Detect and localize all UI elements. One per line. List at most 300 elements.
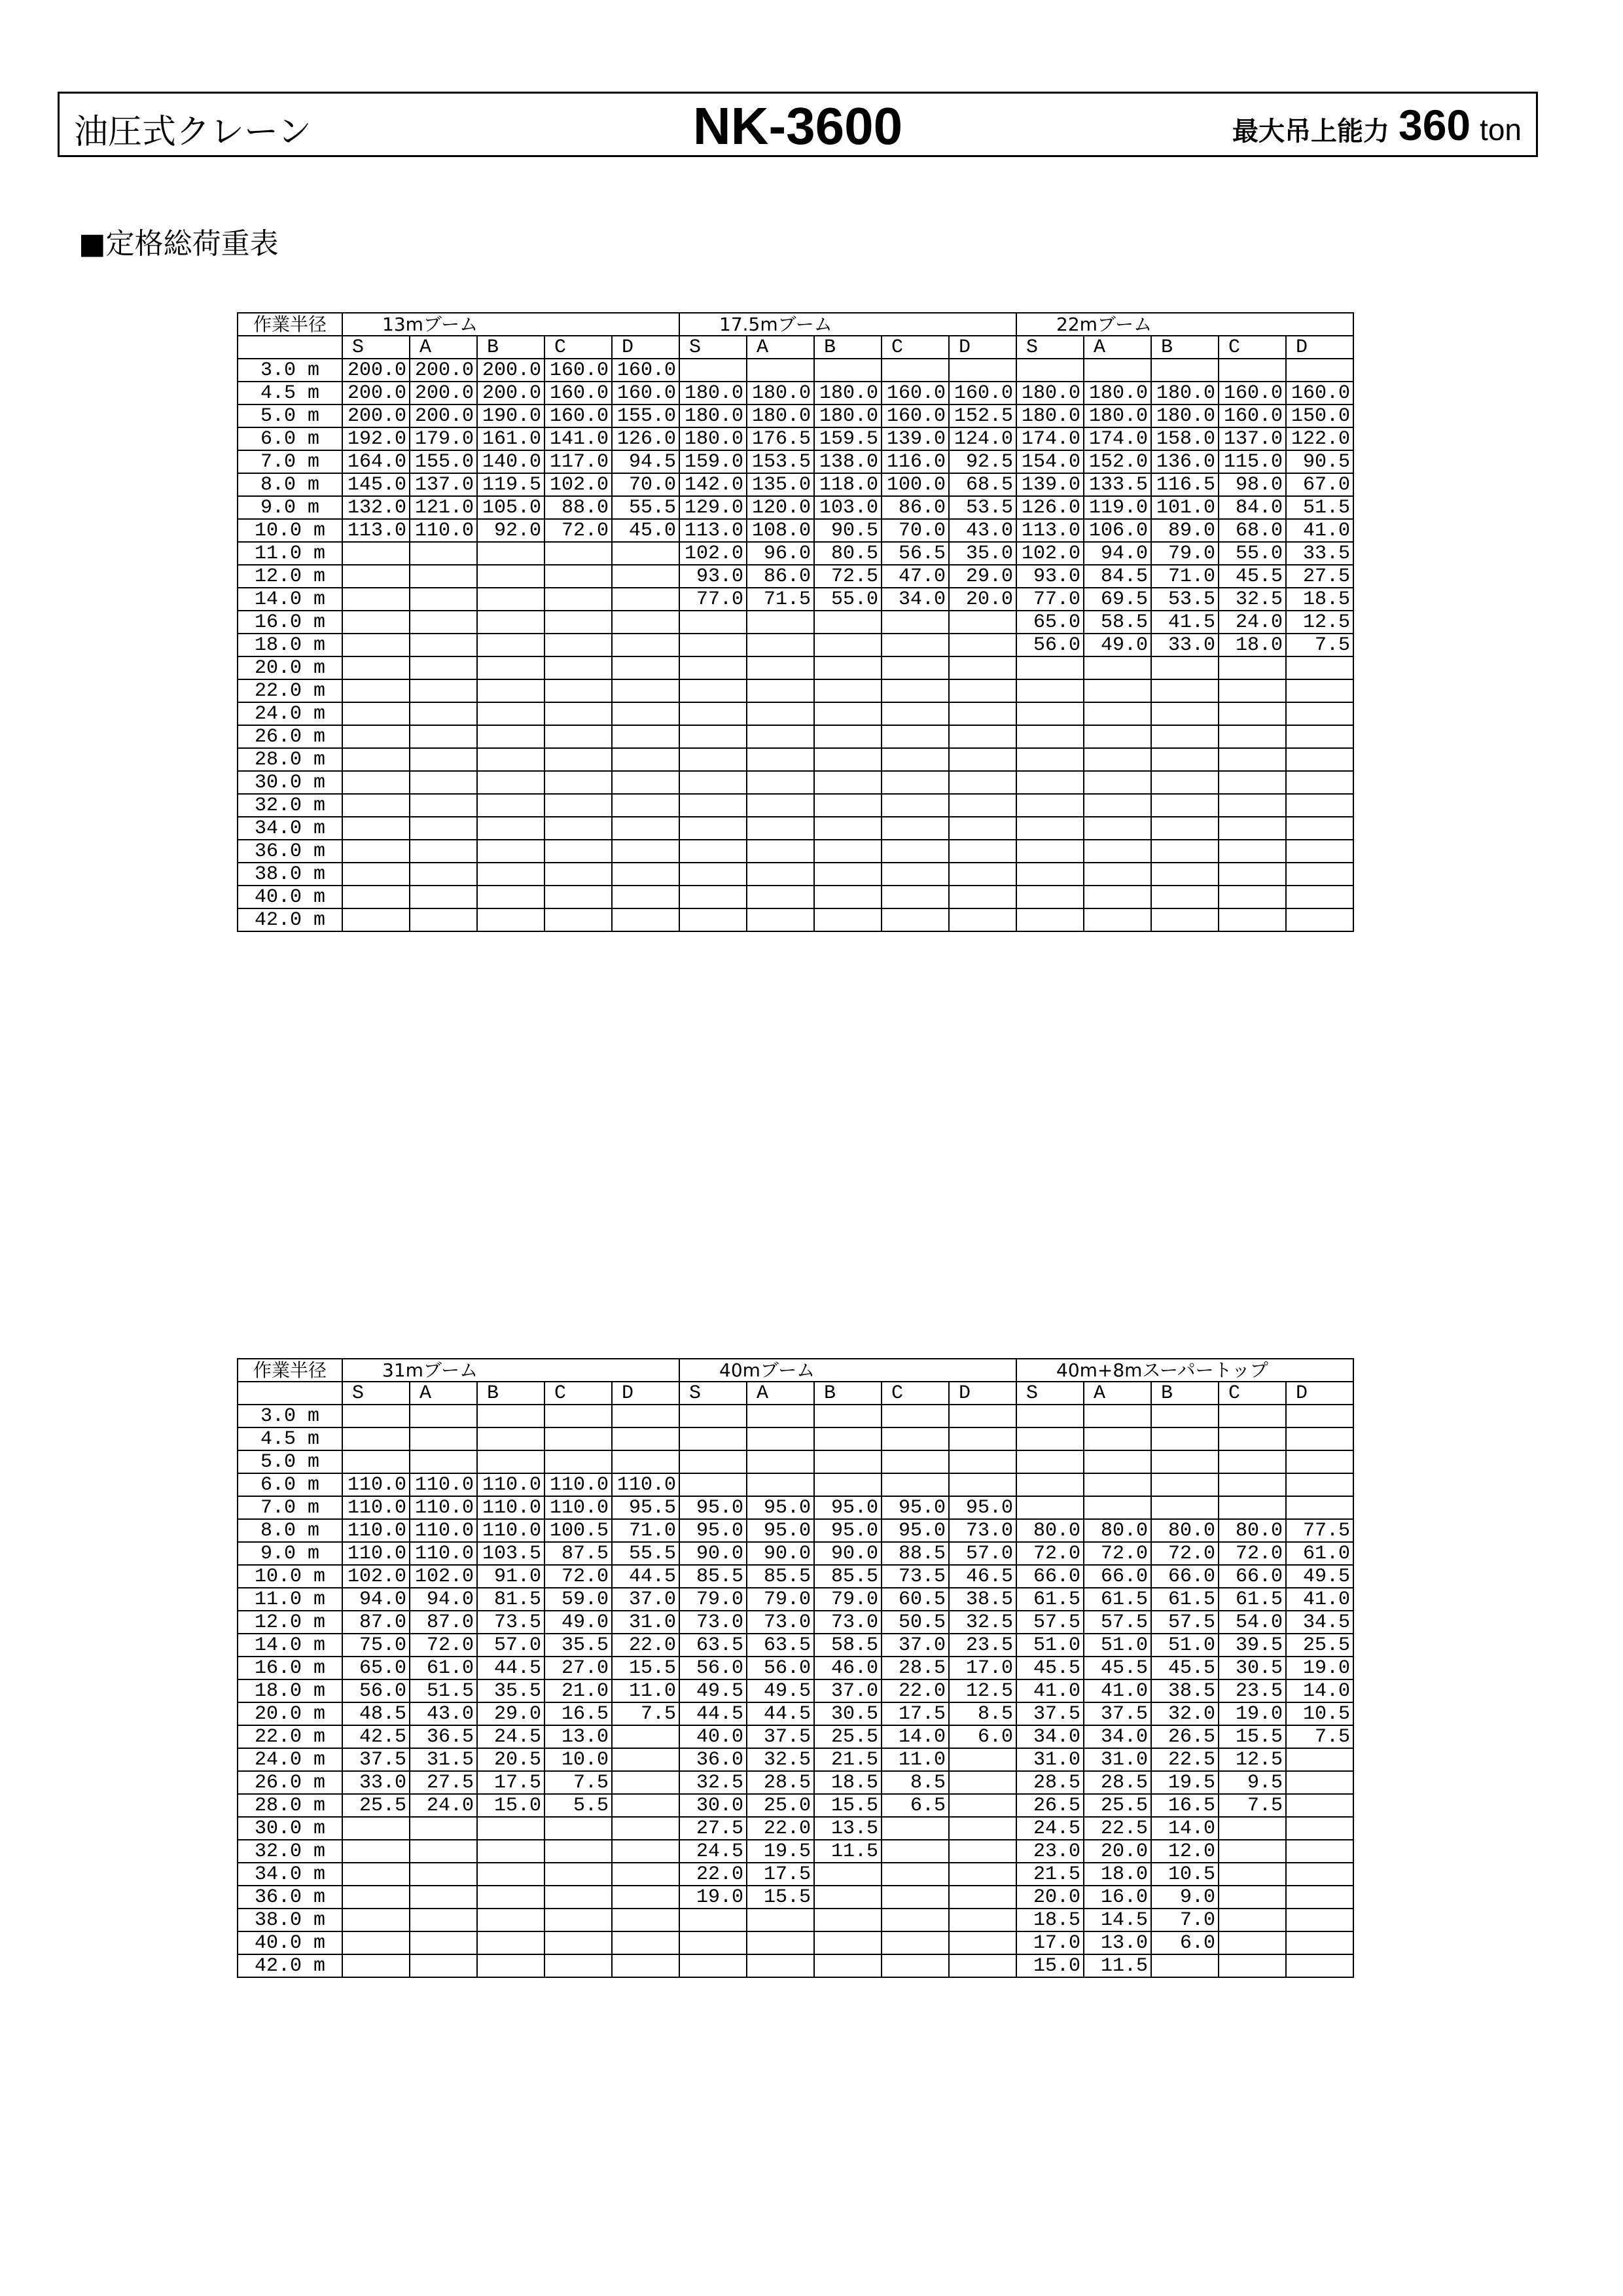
load-cell bbox=[1219, 725, 1286, 748]
load-cell bbox=[1286, 748, 1353, 771]
load-cell: 200.0 bbox=[342, 404, 410, 427]
corner-label: 作業半径 bbox=[238, 1359, 342, 1382]
load-cell: 72.0 bbox=[1016, 1542, 1084, 1565]
load-cell: 89.0 bbox=[1151, 519, 1219, 542]
load-cell: 20.0 bbox=[1084, 1840, 1151, 1863]
condition-header: A bbox=[1084, 336, 1151, 359]
table-row bbox=[238, 1771, 1353, 1794]
load-cell bbox=[1084, 908, 1151, 931]
header-row-conditions bbox=[238, 1382, 1353, 1405]
load-cell bbox=[814, 1931, 882, 1954]
load-cell: 102.0 bbox=[544, 473, 612, 496]
radius-cell: 24.0 m bbox=[238, 1748, 342, 1771]
load-cell bbox=[679, 863, 747, 886]
load-cell: 73.0 bbox=[814, 1611, 882, 1634]
load-cell: 160.0 bbox=[1219, 404, 1286, 427]
load-cell bbox=[612, 1405, 679, 1427]
load-cell bbox=[477, 1886, 544, 1909]
load-cell: 17.5 bbox=[477, 1771, 544, 1794]
load-cell bbox=[544, 634, 612, 656]
load-cell: 6.5 bbox=[882, 1794, 949, 1817]
load-cell bbox=[1016, 656, 1084, 679]
load-cell bbox=[612, 1886, 679, 1909]
load-cell: 103.0 bbox=[814, 496, 882, 519]
load-cell bbox=[612, 542, 679, 565]
load-cell bbox=[1151, 702, 1219, 725]
header-row-booms bbox=[238, 313, 1353, 336]
load-cell: 49.5 bbox=[679, 1679, 747, 1702]
load-cell bbox=[544, 725, 612, 748]
radius-cell: 7.0 m bbox=[238, 450, 342, 473]
load-cell: 160.0 bbox=[544, 404, 612, 427]
load-cell bbox=[544, 771, 612, 794]
load-cell bbox=[477, 565, 544, 588]
load-cell: 15.0 bbox=[1016, 1954, 1084, 1977]
condition-header: D bbox=[1286, 1382, 1353, 1405]
load-cell bbox=[747, 702, 814, 725]
load-cell: 30.5 bbox=[1219, 1657, 1286, 1679]
load-cell bbox=[949, 1931, 1016, 1954]
load-cell: 17.5 bbox=[882, 1702, 949, 1725]
load-cell bbox=[612, 1817, 679, 1840]
load-cell bbox=[1286, 1473, 1353, 1496]
condition-header: A bbox=[410, 336, 477, 359]
load-cell: 113.0 bbox=[679, 519, 747, 542]
radius-cell: 18.0 m bbox=[238, 1679, 342, 1702]
load-cell bbox=[1219, 1954, 1286, 1977]
load-cell bbox=[342, 1405, 410, 1427]
load-cell bbox=[1151, 908, 1219, 931]
load-cell bbox=[882, 1450, 949, 1473]
load-cell: 36.0 bbox=[679, 1748, 747, 1771]
load-cell bbox=[1151, 1954, 1219, 1977]
load-chart-table-1 bbox=[237, 312, 1354, 932]
load-cell: 24.0 bbox=[1219, 611, 1286, 634]
load-cell: 90.5 bbox=[814, 519, 882, 542]
section-title: ■定格総荷重表 bbox=[79, 227, 279, 260]
load-cell: 6.0 bbox=[949, 1725, 1016, 1748]
load-cell bbox=[544, 656, 612, 679]
load-cell bbox=[1286, 1450, 1353, 1473]
load-cell bbox=[612, 634, 679, 656]
load-cell: 65.0 bbox=[342, 1657, 410, 1679]
load-cell bbox=[544, 1840, 612, 1863]
load-cell bbox=[882, 656, 949, 679]
load-cell bbox=[747, 840, 814, 863]
load-cell: 93.0 bbox=[1016, 565, 1084, 588]
load-cell: 110.0 bbox=[544, 1473, 612, 1496]
load-cell bbox=[612, 1794, 679, 1817]
load-cell: 73.5 bbox=[882, 1565, 949, 1588]
load-cell bbox=[342, 1863, 410, 1886]
load-cell: 31.5 bbox=[410, 1748, 477, 1771]
load-cell bbox=[949, 1954, 1016, 1977]
load-cell: 73.0 bbox=[949, 1519, 1016, 1542]
load-cell: 79.0 bbox=[679, 1588, 747, 1611]
load-cell bbox=[1016, 702, 1084, 725]
load-cell bbox=[342, 542, 410, 565]
load-cell bbox=[814, 1909, 882, 1931]
load-cell: 161.0 bbox=[477, 427, 544, 450]
load-cell bbox=[814, 1450, 882, 1473]
load-cell bbox=[747, 817, 814, 840]
load-cell: 45.5 bbox=[1084, 1657, 1151, 1679]
table-row bbox=[238, 1794, 1353, 1817]
load-cell bbox=[1286, 794, 1353, 817]
load-cell bbox=[882, 748, 949, 771]
load-cell bbox=[477, 679, 544, 702]
load-cell bbox=[544, 702, 612, 725]
load-cell bbox=[949, 863, 1016, 886]
load-cell bbox=[1219, 886, 1286, 908]
load-cell: 16.0 bbox=[1084, 1886, 1151, 1909]
load-cell: 70.0 bbox=[882, 519, 949, 542]
load-cell: 110.0 bbox=[410, 519, 477, 542]
load-cell bbox=[544, 1427, 612, 1450]
load-cell bbox=[1016, 771, 1084, 794]
condition-header: A bbox=[410, 1382, 477, 1405]
load-cell: 87.5 bbox=[544, 1542, 612, 1565]
load-cell bbox=[1084, 886, 1151, 908]
condition-header: S bbox=[1016, 1382, 1084, 1405]
load-cell bbox=[1286, 656, 1353, 679]
load-cell bbox=[949, 1450, 1016, 1473]
load-cell bbox=[544, 908, 612, 931]
load-cell: 23.5 bbox=[949, 1634, 1016, 1657]
load-cell: 15.5 bbox=[1219, 1725, 1286, 1748]
boom-header: 17.5mブーム bbox=[679, 313, 1016, 336]
load-cell: 160.0 bbox=[612, 359, 679, 382]
load-cell bbox=[477, 1931, 544, 1954]
load-cell bbox=[410, 634, 477, 656]
load-cell bbox=[814, 886, 882, 908]
table-row bbox=[238, 1679, 1353, 1702]
load-cell: 59.0 bbox=[544, 1588, 612, 1611]
radius-cell: 40.0 m bbox=[238, 886, 342, 908]
condition-header: B bbox=[477, 336, 544, 359]
max-capacity-unit: ton bbox=[1480, 113, 1522, 147]
load-cell bbox=[747, 725, 814, 748]
load-cell: 155.0 bbox=[410, 450, 477, 473]
load-cell: 69.5 bbox=[1084, 588, 1151, 611]
load-cell bbox=[477, 725, 544, 748]
load-cell bbox=[1286, 1909, 1353, 1931]
load-cell bbox=[1151, 794, 1219, 817]
load-cell: 15.5 bbox=[814, 1794, 882, 1817]
load-cell: 95.5 bbox=[612, 1496, 679, 1519]
load-cell: 19.5 bbox=[1151, 1771, 1219, 1794]
load-cell bbox=[477, 1427, 544, 1450]
load-cell bbox=[410, 1817, 477, 1840]
load-cell bbox=[477, 817, 544, 840]
load-cell bbox=[747, 908, 814, 931]
load-cell bbox=[342, 794, 410, 817]
load-cell bbox=[1016, 840, 1084, 863]
load-cell bbox=[882, 702, 949, 725]
load-cell bbox=[882, 863, 949, 886]
load-cell bbox=[342, 886, 410, 908]
load-cell bbox=[949, 1748, 1016, 1771]
load-cell: 106.0 bbox=[1084, 519, 1151, 542]
table-row bbox=[238, 908, 1353, 931]
load-cell: 160.0 bbox=[544, 359, 612, 382]
load-cell: 85.5 bbox=[747, 1565, 814, 1588]
load-cell: 176.5 bbox=[747, 427, 814, 450]
load-cell: 174.0 bbox=[1084, 427, 1151, 450]
load-cell: 80.0 bbox=[1151, 1519, 1219, 1542]
load-cell bbox=[1219, 656, 1286, 679]
load-cell bbox=[747, 748, 814, 771]
load-cell bbox=[410, 908, 477, 931]
load-cell bbox=[1286, 359, 1353, 382]
load-cell bbox=[747, 611, 814, 634]
condition-header: C bbox=[882, 336, 949, 359]
load-cell bbox=[949, 1473, 1016, 1496]
load-cell: 22.5 bbox=[1151, 1748, 1219, 1771]
radius-cell: 14.0 m bbox=[238, 1634, 342, 1657]
load-cell: 7.5 bbox=[1286, 634, 1353, 656]
load-cell bbox=[1219, 1909, 1286, 1931]
load-cell bbox=[949, 771, 1016, 794]
load-cell bbox=[410, 1886, 477, 1909]
load-cell bbox=[1286, 908, 1353, 931]
table-row bbox=[238, 1473, 1353, 1496]
load-cell: 137.0 bbox=[410, 473, 477, 496]
load-cell: 13.0 bbox=[544, 1725, 612, 1748]
radius-cell: 28.0 m bbox=[238, 1794, 342, 1817]
table-row bbox=[238, 863, 1353, 886]
load-cell: 35.5 bbox=[477, 1679, 544, 1702]
load-cell: 19.0 bbox=[1219, 1702, 1286, 1725]
load-cell: 72.0 bbox=[544, 519, 612, 542]
load-cell bbox=[410, 1840, 477, 1863]
condition-header: A bbox=[747, 1382, 814, 1405]
load-cell bbox=[410, 679, 477, 702]
load-cell: 12.5 bbox=[1286, 611, 1353, 634]
load-cell bbox=[1219, 1496, 1286, 1519]
load-cell: 24.5 bbox=[477, 1725, 544, 1748]
load-cell: 50.5 bbox=[882, 1611, 949, 1634]
load-cell bbox=[882, 1863, 949, 1886]
load-cell bbox=[1016, 794, 1084, 817]
load-cell: 160.0 bbox=[882, 382, 949, 404]
load-cell bbox=[1219, 794, 1286, 817]
boom-header: 40mブーム bbox=[679, 1359, 1016, 1382]
load-cell: 17.0 bbox=[949, 1657, 1016, 1679]
load-cell: 37.5 bbox=[1016, 1702, 1084, 1725]
load-cell: 154.0 bbox=[1016, 450, 1084, 473]
table-row bbox=[238, 1886, 1353, 1909]
load-cell: 8.5 bbox=[882, 1771, 949, 1794]
load-cell bbox=[1219, 1886, 1286, 1909]
load-cell: 7.0 bbox=[1151, 1909, 1219, 1931]
load-cell: 133.5 bbox=[1084, 473, 1151, 496]
load-cell bbox=[477, 634, 544, 656]
load-cell bbox=[679, 634, 747, 656]
load-cell: 31.0 bbox=[612, 1611, 679, 1634]
load-cell: 95.0 bbox=[747, 1496, 814, 1519]
load-cell: 26.5 bbox=[1151, 1725, 1219, 1748]
load-cell: 55.0 bbox=[814, 588, 882, 611]
load-cell bbox=[1084, 1473, 1151, 1496]
load-cell: 139.0 bbox=[1016, 473, 1084, 496]
condition-header: S bbox=[1016, 336, 1084, 359]
load-cell: 71.0 bbox=[612, 1519, 679, 1542]
load-cell: 11.5 bbox=[814, 1840, 882, 1863]
load-cell: 200.0 bbox=[410, 382, 477, 404]
load-cell bbox=[1286, 1405, 1353, 1427]
load-cell: 72.5 bbox=[814, 565, 882, 588]
load-cell: 118.0 bbox=[814, 473, 882, 496]
load-cell bbox=[679, 908, 747, 931]
radius-cell: 32.0 m bbox=[238, 1840, 342, 1863]
load-cell: 15.5 bbox=[612, 1657, 679, 1679]
load-cell bbox=[1151, 863, 1219, 886]
load-cell: 25.5 bbox=[1286, 1634, 1353, 1657]
radius-cell: 40.0 m bbox=[238, 1931, 342, 1954]
load-cell bbox=[1151, 840, 1219, 863]
load-cell bbox=[1016, 863, 1084, 886]
load-cell bbox=[1016, 1405, 1084, 1427]
load-cell bbox=[342, 1427, 410, 1450]
load-cell bbox=[1286, 817, 1353, 840]
load-cell bbox=[679, 817, 747, 840]
load-cell bbox=[882, 359, 949, 382]
load-cell: 37.0 bbox=[882, 1634, 949, 1657]
load-cell: 13.5 bbox=[814, 1817, 882, 1840]
load-cell bbox=[410, 611, 477, 634]
load-cell bbox=[342, 1450, 410, 1473]
load-cell: 122.0 bbox=[1286, 427, 1353, 450]
load-cell bbox=[342, 817, 410, 840]
load-cell bbox=[882, 886, 949, 908]
load-cell bbox=[544, 588, 612, 611]
load-cell: 95.0 bbox=[814, 1496, 882, 1519]
load-cell: 27.5 bbox=[410, 1771, 477, 1794]
load-cell: 27.0 bbox=[544, 1657, 612, 1679]
load-cell bbox=[612, 725, 679, 748]
load-cell: 102.0 bbox=[679, 542, 747, 565]
load-cell bbox=[1286, 1748, 1353, 1771]
load-cell: 174.0 bbox=[1016, 427, 1084, 450]
load-cell: 70.0 bbox=[612, 473, 679, 496]
table-row bbox=[238, 427, 1353, 450]
load-chart-table-2 bbox=[237, 1358, 1354, 1978]
load-cell bbox=[1084, 817, 1151, 840]
load-cell bbox=[949, 1817, 1016, 1840]
table-row bbox=[238, 1496, 1353, 1519]
load-cell bbox=[544, 1863, 612, 1886]
load-cell bbox=[410, 794, 477, 817]
load-cell: 32.5 bbox=[747, 1748, 814, 1771]
load-cell bbox=[679, 359, 747, 382]
load-cell bbox=[544, 863, 612, 886]
load-cell: 34.5 bbox=[1286, 1611, 1353, 1634]
radius-cell: 32.0 m bbox=[238, 794, 342, 817]
load-cell: 17.5 bbox=[747, 1863, 814, 1886]
load-cell: 79.0 bbox=[814, 1588, 882, 1611]
load-cell: 72.0 bbox=[1219, 1542, 1286, 1565]
load-cell: 10.5 bbox=[1286, 1702, 1353, 1725]
load-cell bbox=[477, 702, 544, 725]
radius-cell: 16.0 m bbox=[238, 611, 342, 634]
table-row bbox=[238, 542, 1353, 565]
load-cell: 110.0 bbox=[342, 1496, 410, 1519]
load-cell: 43.0 bbox=[949, 519, 1016, 542]
load-cell: 32.5 bbox=[949, 1611, 1016, 1634]
load-cell: 14.0 bbox=[882, 1725, 949, 1748]
load-cell bbox=[747, 1909, 814, 1931]
load-cell: 6.0 bbox=[1151, 1931, 1219, 1954]
load-cell: 56.0 bbox=[679, 1657, 747, 1679]
load-cell bbox=[544, 1909, 612, 1931]
load-cell: 31.0 bbox=[1084, 1748, 1151, 1771]
load-cell: 90.0 bbox=[814, 1542, 882, 1565]
load-cell: 51.5 bbox=[1286, 496, 1353, 519]
header-row-conditions bbox=[238, 336, 1353, 359]
load-cell bbox=[949, 748, 1016, 771]
load-cell bbox=[882, 1427, 949, 1450]
load-cell bbox=[342, 725, 410, 748]
load-cell: 110.0 bbox=[410, 1473, 477, 1496]
load-cell: 28.5 bbox=[1084, 1771, 1151, 1794]
load-cell bbox=[1286, 1886, 1353, 1909]
load-cell bbox=[477, 1450, 544, 1473]
load-cell bbox=[342, 702, 410, 725]
load-cell bbox=[1016, 725, 1084, 748]
load-cell: 53.5 bbox=[949, 496, 1016, 519]
load-cell: 115.0 bbox=[1219, 450, 1286, 473]
load-cell: 63.5 bbox=[747, 1634, 814, 1657]
load-cell bbox=[1084, 725, 1151, 748]
load-cell bbox=[949, 359, 1016, 382]
load-cell bbox=[612, 794, 679, 817]
load-cell: 88.0 bbox=[544, 496, 612, 519]
radius-cell: 20.0 m bbox=[238, 656, 342, 679]
load-cell: 136.0 bbox=[1151, 450, 1219, 473]
load-cell: 80.0 bbox=[1084, 1519, 1151, 1542]
load-cell: 19.5 bbox=[747, 1840, 814, 1863]
load-cell bbox=[1219, 679, 1286, 702]
condition-header: A bbox=[1084, 1382, 1151, 1405]
boom-header: 31mブーム bbox=[342, 1359, 679, 1382]
load-cell: 29.0 bbox=[949, 565, 1016, 588]
load-cell: 58.5 bbox=[1084, 611, 1151, 634]
load-cell: 25.0 bbox=[747, 1794, 814, 1817]
radius-cell: 8.0 m bbox=[238, 473, 342, 496]
load-cell: 23.0 bbox=[1016, 1840, 1084, 1863]
load-cell: 12.5 bbox=[949, 1679, 1016, 1702]
condition-header: D bbox=[949, 336, 1016, 359]
load-cell: 110.0 bbox=[477, 1496, 544, 1519]
load-cell bbox=[949, 840, 1016, 863]
load-cell: 200.0 bbox=[477, 359, 544, 382]
radius-cell: 28.0 m bbox=[238, 748, 342, 771]
load-cell: 10.0 bbox=[544, 1748, 612, 1771]
load-cell bbox=[477, 588, 544, 611]
table-row bbox=[238, 702, 1353, 725]
load-cell bbox=[612, 588, 679, 611]
load-cell bbox=[814, 702, 882, 725]
load-cell: 33.0 bbox=[342, 1771, 410, 1794]
load-cell: 190.0 bbox=[477, 404, 544, 427]
load-cell bbox=[410, 588, 477, 611]
load-cell bbox=[544, 1954, 612, 1977]
load-cell: 49.5 bbox=[1286, 1565, 1353, 1588]
load-cell bbox=[477, 656, 544, 679]
table-row bbox=[238, 794, 1353, 817]
load-cell bbox=[410, 1954, 477, 1977]
